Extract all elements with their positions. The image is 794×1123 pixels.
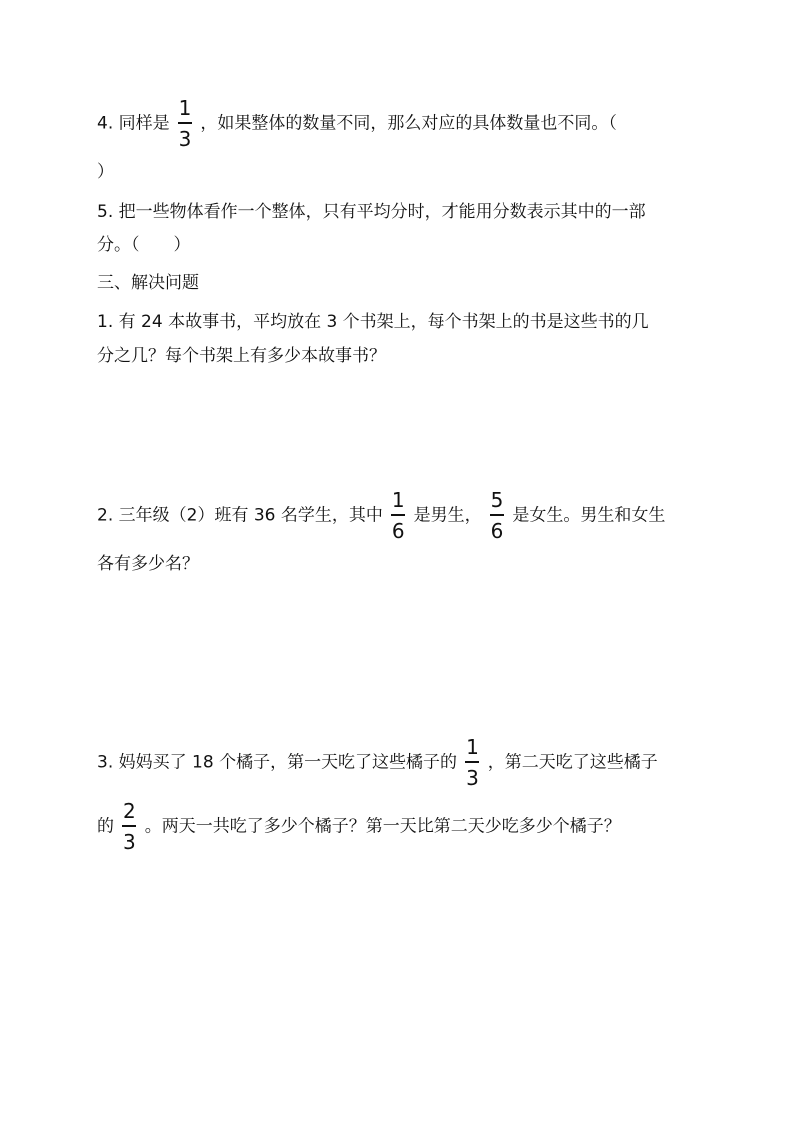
problem-3-line-1 (97, 737, 658, 788)
question-5-line-2: 分。（ ） (97, 235, 191, 255)
fraction-denominator: 6 (391, 518, 405, 543)
problem-3-text-post: ，第二天吃了这些橘子 (487, 752, 658, 773)
fraction-one-third (464, 737, 481, 788)
fraction-numerator: 1 (466, 735, 479, 759)
fraction-denominator: 3 (466, 765, 479, 790)
fraction-numerator: 1 (178, 96, 192, 120)
fraction-one-sixth (390, 490, 407, 541)
fraction-numerator: 1 (391, 488, 405, 512)
problem-3-line-2 (97, 801, 621, 852)
problem-1-line-1: 1. 有 24 本故事书，平均放在 3 个书架上，每个书架上的书是这些书的几 (97, 312, 649, 332)
problem-3-text-post2: 。两天一共吃了多少个橘子？第一天比第二天少吃多少个橘子？ (144, 816, 621, 837)
problem-1-line-2: 分之几？每个书架上有多少本故事书？ (97, 346, 386, 366)
problem-2-text-pre: 2. 三年级（2）班有 36 名学生，其中 (97, 505, 383, 526)
fraction-bar (465, 761, 479, 763)
question-4-line-1 (97, 98, 617, 149)
question-5-line-1: 5. 把一些物体看作一个整体，只有平均分时，才能用分数表示其中的一部 (97, 202, 646, 222)
fraction-bar (490, 514, 504, 516)
problem-3-text-pre2: 的 (97, 816, 114, 837)
fraction-two-thirds (121, 801, 138, 852)
fraction-numerator: 5 (490, 488, 504, 512)
fraction-numerator: 2 (123, 799, 136, 823)
problem-3-text-pre: 3. 妈妈买了 18 个橘子，第一天吃了这些橘子的 (97, 752, 458, 773)
fraction-one-third (177, 98, 194, 149)
question-4-text-pre: 4. 同样是 (97, 113, 170, 134)
question-4-line-2: ） (97, 162, 114, 182)
problem-2-text-post: 是女生。男生和女生 (512, 505, 666, 526)
fraction-bar (178, 122, 192, 124)
problem-2-line-1 (97, 490, 665, 541)
fraction-denominator: 6 (490, 518, 504, 543)
section-heading-solve-problems: 三、解决问题 (97, 273, 199, 293)
fraction-bar (391, 514, 405, 516)
problem-2-line-2: 各有多少名？ (97, 554, 199, 574)
fraction-five-sixths (489, 490, 506, 541)
fraction-bar (122, 825, 136, 827)
fraction-denominator: 3 (123, 829, 136, 854)
question-4-text-post: ，如果整体的数量不同，那么对应的具体数量也不同。（ (200, 113, 617, 134)
problem-2-text-mid: 是男生， (413, 505, 482, 526)
fraction-denominator: 3 (178, 126, 192, 151)
